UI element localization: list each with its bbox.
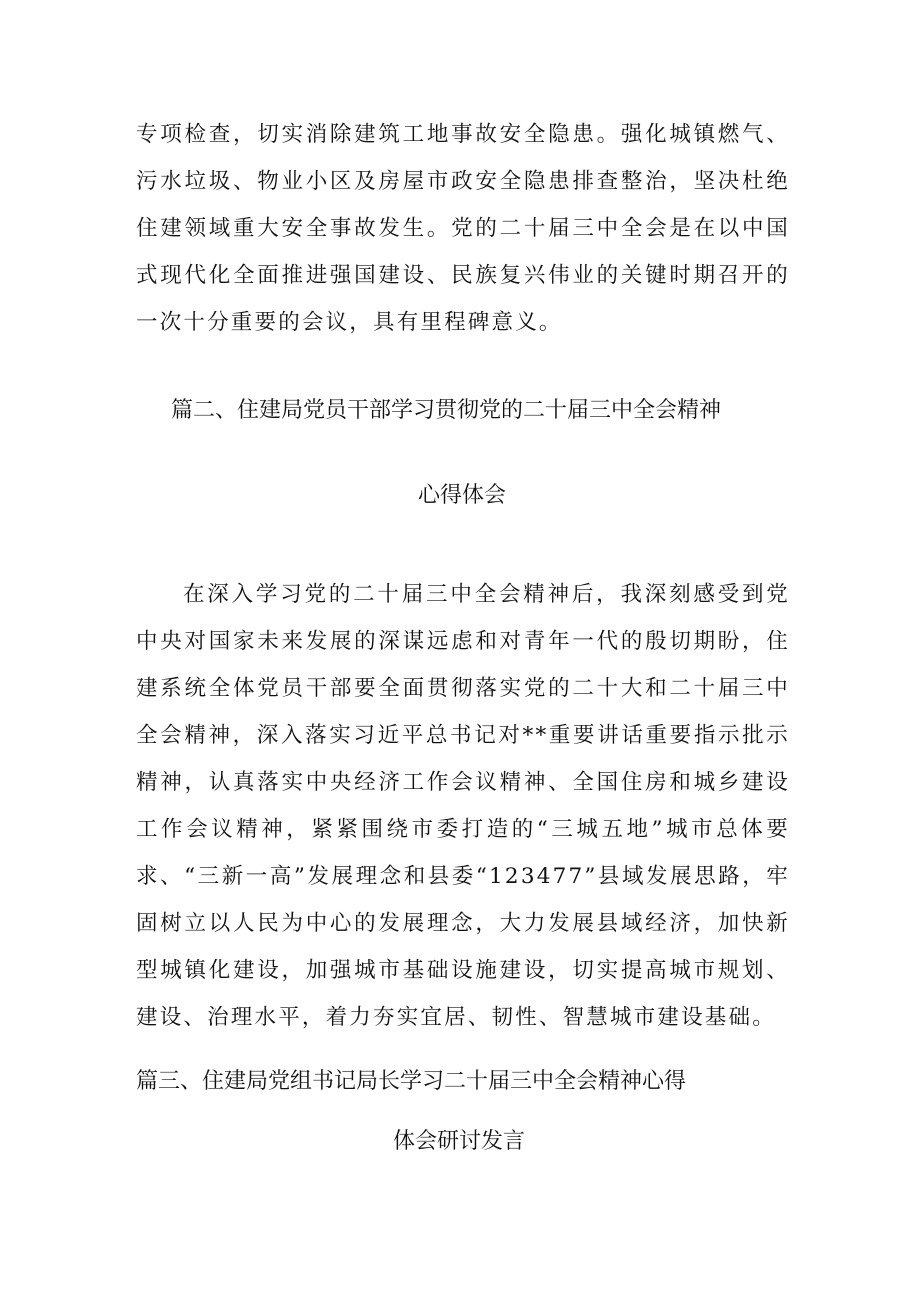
body-paragraph-continued: 专项检查，切实消除建筑工地事故安全隐患。强化城镇燃气、污水垃圾、物业小区及房屋市政安全隐患排查整治，坚决杜绝住建领域重大安全事故发生。党的二十届三中全会是在以中国式现代化全面推进强国建设、民族复兴伟业的关键时期召开的一次十分重要的会议，具有里程碑意义。	[136, 122, 790, 335]
section-two-title-line2: 心得体会	[418, 483, 507, 508]
section-two-title-line1: 篇二、住建局党员干部学习贯彻党的二十届三中全会精神	[171, 398, 722, 423]
section-three-title-line2: 体会研讨发言	[393, 1129, 526, 1154]
section-two-body-paragraph: 在深入学习党的二十届三中全会精神后，我深刻感受到党中央对国家未来发展的深谋远虑和对青年一代的殷切期盼，住建系统全体党员干部要全面贯彻落实党的二十大和二十届三中全会精神，深入落实习近平总书记对**重要讲话重要指示批示精神，认真落实中央经济工作会议精神、全国住房和城乡建设工作会议精神，紧紧围绕市委打造的“三城五地”城市总体要求、“三新一高”发展理念和县委“123477”县域发展思路，牢固树立以人民为中心的发展理念，大力发展县域经济，加快新型城镇化建设，加强城市基础设施建设，切实提高城市规划、建设、治理水平，着力夯实宜居、韧性、智慧城市建设基础。	[136, 582, 790, 1030]
section-three-title-line1: 篇三、住建局党组书记局长学习二十届三中全会精神心得	[136, 1069, 687, 1094]
